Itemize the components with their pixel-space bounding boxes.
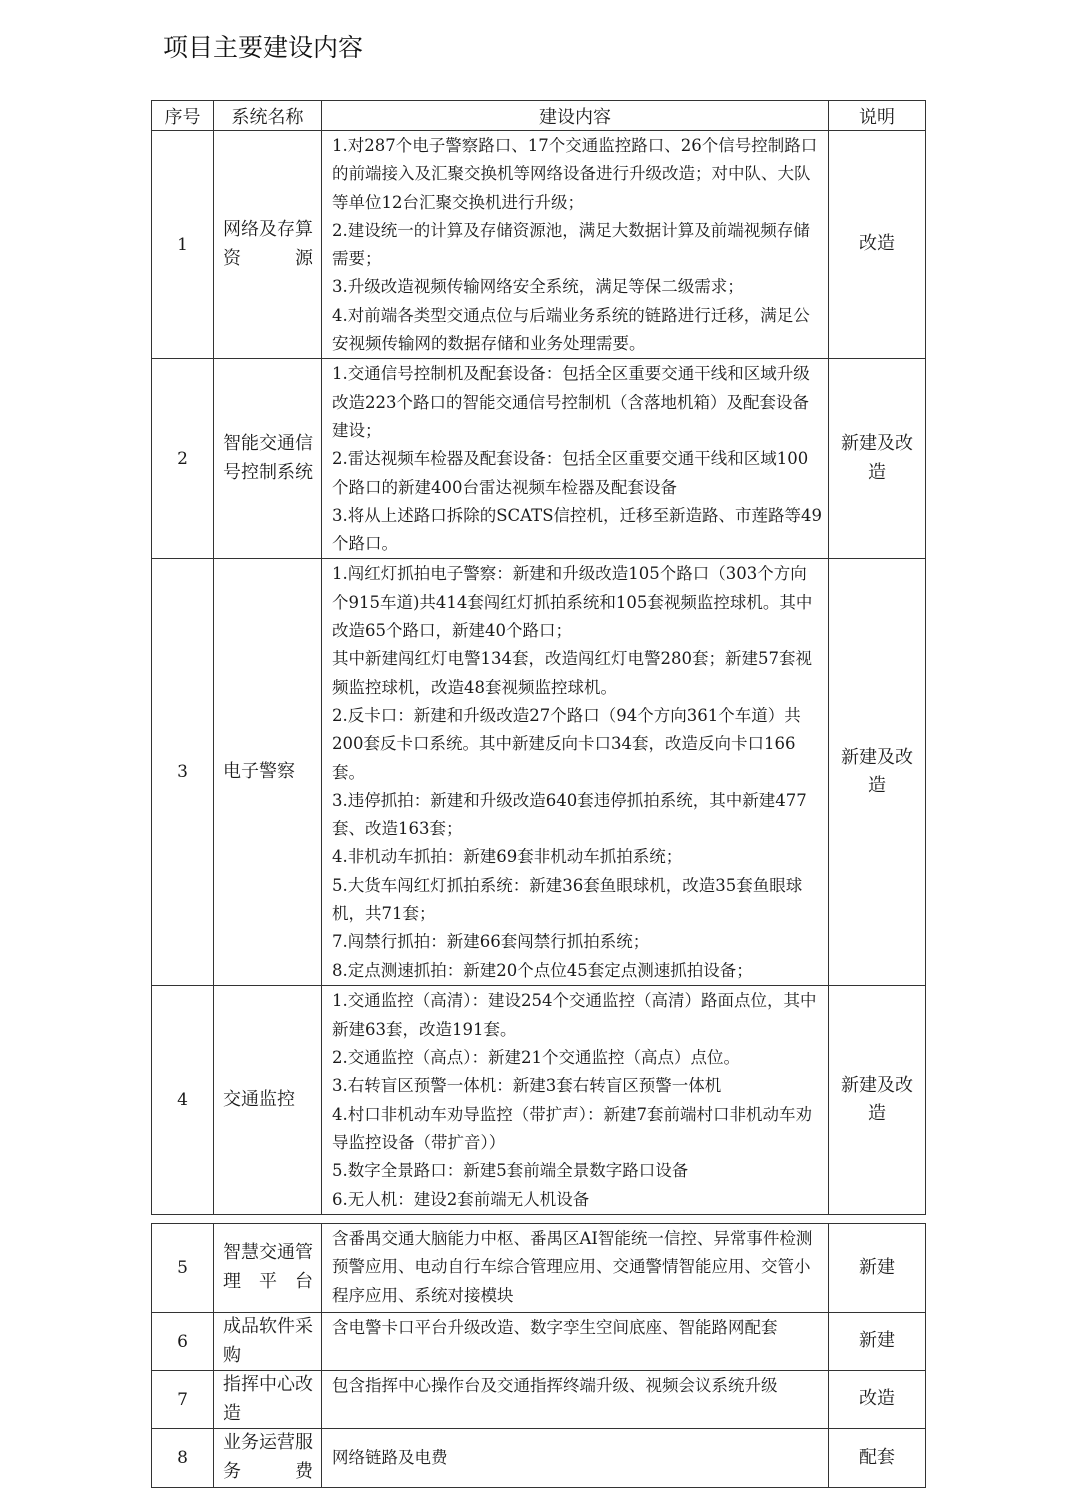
construction-table: [151, 100, 926, 1215]
header-system-name: 系统名称: [214, 101, 322, 131]
content-item: 3.将从上述路口拆除的SCATS信控机，迁移至新造路、市莲路等49个路口。: [332, 505, 822, 554]
table-row: [152, 359, 926, 559]
table-header-row: [152, 101, 926, 131]
system-name: 指挥中心改造: [214, 1371, 322, 1429]
row-number: 1: [152, 131, 214, 359]
construction-content: 含电警卡口平台升级改造、数字孪生空间底座、智能路网配套: [322, 1313, 829, 1371]
note-cell: 新建: [829, 1313, 926, 1371]
row-number: 7: [152, 1371, 214, 1429]
system-name: 成品软件采购: [214, 1313, 322, 1371]
note-cell: 新建: [829, 1224, 926, 1313]
content-item: 1.对287个电子警察路口、17个交通监控路口、26个信号控制路口的前端接入及汇聚交换机等网络设备进行升级改造；对中队、大队等单位12台汇聚交换机进行升级；: [332, 136, 818, 212]
content-item: 5.数字全景路口：新建5套前端全景数字路口设备: [332, 1161, 689, 1181]
content-item: 2.反卡口：新建和升级改造27个路口（94个方向361个车道）共200套反卡口系统。其中新建反向卡口34套，改造反向卡口166套。: [332, 705, 801, 782]
content-item: 1.交通监控（高清）：建设254个交通监控（高清）路面点位，其中新建63套，改造191套。: [332, 991, 817, 1039]
system-name: 智慧交通管理平台: [214, 1224, 322, 1313]
header-note: 说明: [829, 101, 926, 131]
construction-content: [322, 986, 829, 1214]
construction-content: 含番禺交通大脑能力中枢、番禺区AI智能统一信控、异常事件检测预警应用、电动自行车综合管理应用、交通警情智能应用、交管小程序应用、系统对接模块: [322, 1224, 829, 1313]
content-item: 3.升级改造视频传输网络安全系统，满足等保二级需求；: [332, 277, 744, 297]
table-row: [152, 131, 926, 359]
header-no: 序号: [152, 101, 214, 131]
table-row: [152, 1429, 926, 1487]
content-item: 1.交通信号控制机及配套设备：包括全区重要交通干线和区域升级改造223个路口的智能交通信号控制机（含落地机箱）及配套设备建设；: [332, 364, 810, 440]
note-cell: 配套: [829, 1429, 926, 1487]
row-number: 8: [152, 1429, 214, 1487]
content-item: 2.建设统一的计算及存储资源池，满足大数据计算及前端视频存储需要；: [332, 220, 810, 269]
content-item: 2.交通监控（高点）：新建21个交通监控（高点）点位。: [332, 1048, 740, 1068]
content-item: 1.闯红灯抓拍电子警察：新建和升级改造105个路口（303个方向个915车道)共414套闯红灯抓拍系统和105套视频监控球机。其中改造65个路口，新建40个路口；: [332, 564, 813, 641]
construction-content: [322, 359, 829, 559]
content-item: 3.违停抓拍：新建和升级改造640套违停抓拍系统，其中新建477套、改造163套；: [332, 790, 807, 839]
row-number: 5: [152, 1224, 214, 1313]
content-item: 其中新建闯红灯电警134套，改造闯红灯电警280套；新建57套视频监控球机，改造48套视频监控球机。: [332, 649, 812, 697]
table-row: [152, 1371, 926, 1429]
content-item: 5.大货车闯红灯抓拍系统：新建36套鱼眼球机，改造35套鱼眼球机，共71套；: [332, 875, 803, 924]
construction-content: [322, 559, 829, 986]
note-cell: 新建及改造: [829, 359, 926, 559]
note-cell: 新建及改造: [829, 986, 926, 1214]
content-item: 7.闯禁行抓拍：新建66套闯禁行抓拍系统；: [332, 932, 650, 952]
table-row: [152, 986, 926, 1214]
page-title: 项目主要建设内容: [163, 33, 364, 62]
table-row: [152, 1224, 926, 1313]
content-item: 2.雷达视频车检器及配套设备：包括全区重要交通干线和区域100个路口的新建400台雷达视频车检器及配套设备: [332, 449, 809, 497]
system-name: 网络及存算资源: [214, 131, 322, 359]
construction-content: [322, 131, 829, 359]
content-item: 4.非机动车抓拍：新建69套非机动车抓拍系统；: [332, 847, 683, 867]
content-item: 8.定点测速抓拍：新建20个点位45套定点测速抓拍设备；: [332, 960, 753, 980]
content-item: 4.村口非机动车劝导监控（带扩声）：新建7套前端村口非机动车劝导监控设备（带扩音））: [332, 1104, 812, 1152]
table-row: [152, 559, 926, 986]
content-item: 4.对前端各类型交通点位与后端业务系统的链路进行迁移，满足公安视频传输网的数据存储和业务处理需要。: [332, 305, 810, 354]
system-name: 电子警察: [214, 559, 322, 986]
note-cell: 改造: [829, 1371, 926, 1429]
row-number: 4: [152, 986, 214, 1214]
row-number: 6: [152, 1313, 214, 1371]
system-name: 业务运营服务费: [214, 1429, 322, 1487]
system-name: 交通监控: [214, 986, 322, 1214]
content-item: 6.无人机：建设2套前端无人机设备: [332, 1189, 590, 1209]
header-content: 建设内容: [322, 101, 829, 131]
note-cell: 新建及改造: [829, 559, 926, 986]
construction-content: 网络链路及电费: [322, 1429, 829, 1487]
construction-table-continued: [151, 1223, 926, 1488]
table-row: [152, 1313, 926, 1371]
note-cell: 改造: [829, 131, 926, 359]
content-item: 3.右转盲区预警一体机：新建3套右转盲区预警一体机: [332, 1076, 722, 1096]
construction-content: 包含指挥中心操作台及交通指挥终端升级、视频会议系统升级: [322, 1371, 829, 1429]
system-name: 智能交通信号控制系统: [214, 359, 322, 559]
row-number: 2: [152, 359, 214, 559]
row-number: 3: [152, 559, 214, 986]
